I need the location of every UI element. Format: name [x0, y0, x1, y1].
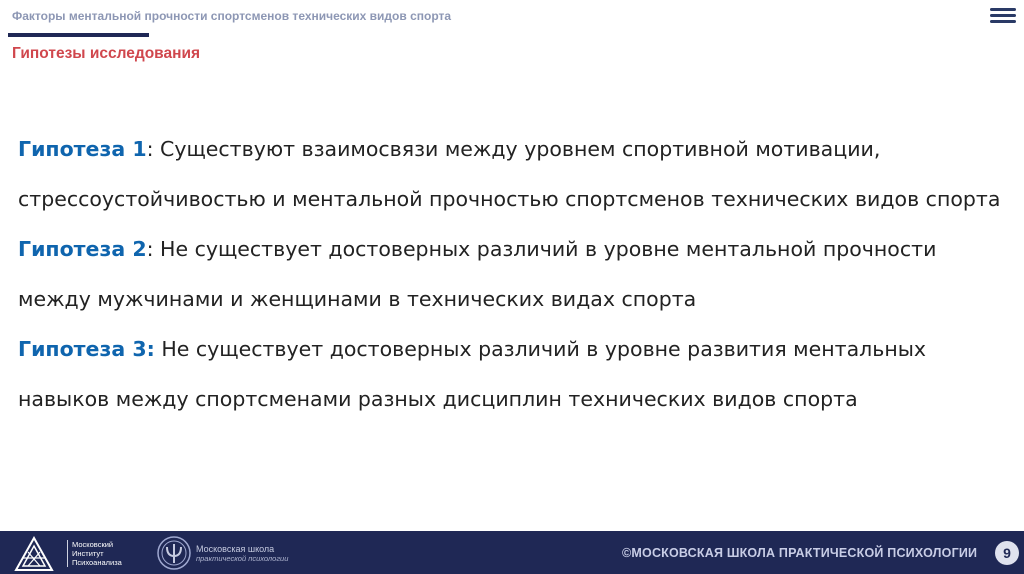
logo1-line: Институт	[72, 549, 104, 558]
logo2-caption	[196, 544, 288, 564]
hypothesis-1-text: : Существуют взаимосвязи между уровнем спортивной мотивации, стрессоустойчивостью и ментальной прочностью спортсменов технических видов спорта	[18, 137, 1001, 211]
logo1-line: Психоанализа	[72, 558, 122, 567]
hypothesis-1-label: Гипотеза 1	[18, 137, 147, 161]
section-title: Гипотезы исследования	[12, 45, 201, 62]
copyright-text: ©МОСКОВСКАЯ ШКОЛА ПРАКТИЧЕСКОЙ ПСИХОЛОГИИ	[622, 546, 978, 560]
menu-bar	[990, 14, 1016, 17]
hypothesis-2	[18, 224, 1008, 324]
hypothesis-1	[18, 124, 1008, 224]
menu-bar	[990, 20, 1016, 23]
footer-bar	[0, 531, 1024, 574]
logo1-line: Московский	[72, 540, 114, 549]
logo2-subtitle: практической психологии	[196, 554, 289, 563]
psi-circle-logo-icon	[156, 535, 192, 571]
hypothesis-3-label: Гипотеза 3:	[18, 337, 155, 361]
logo1-caption	[67, 540, 122, 567]
triangle-logo-icon	[14, 536, 54, 572]
header-rule	[8, 33, 149, 37]
menu-bar	[990, 8, 1016, 11]
hypothesis-2-text: : Не существует достоверных различий в уровне ментальной прочности между мужчинами и женщинами в технических видах спорта	[18, 237, 937, 311]
logo2-name: Московская школа	[196, 544, 275, 554]
page-number-badge: 9	[995, 541, 1019, 565]
hypothesis-3	[18, 324, 1008, 424]
hypothesis-3-text: Не существует достоверных различий в уровне развития ментальных навыков между спортсменами разных дисциплин технических видов спорта	[18, 337, 927, 411]
header-title: Факторы ментальной прочности спортсменов технических видов спорта	[12, 9, 452, 23]
hypotheses-list	[18, 124, 1008, 424]
hypothesis-2-label: Гипотеза 2	[18, 237, 147, 261]
hamburger-menu-icon[interactable]	[990, 4, 1016, 26]
